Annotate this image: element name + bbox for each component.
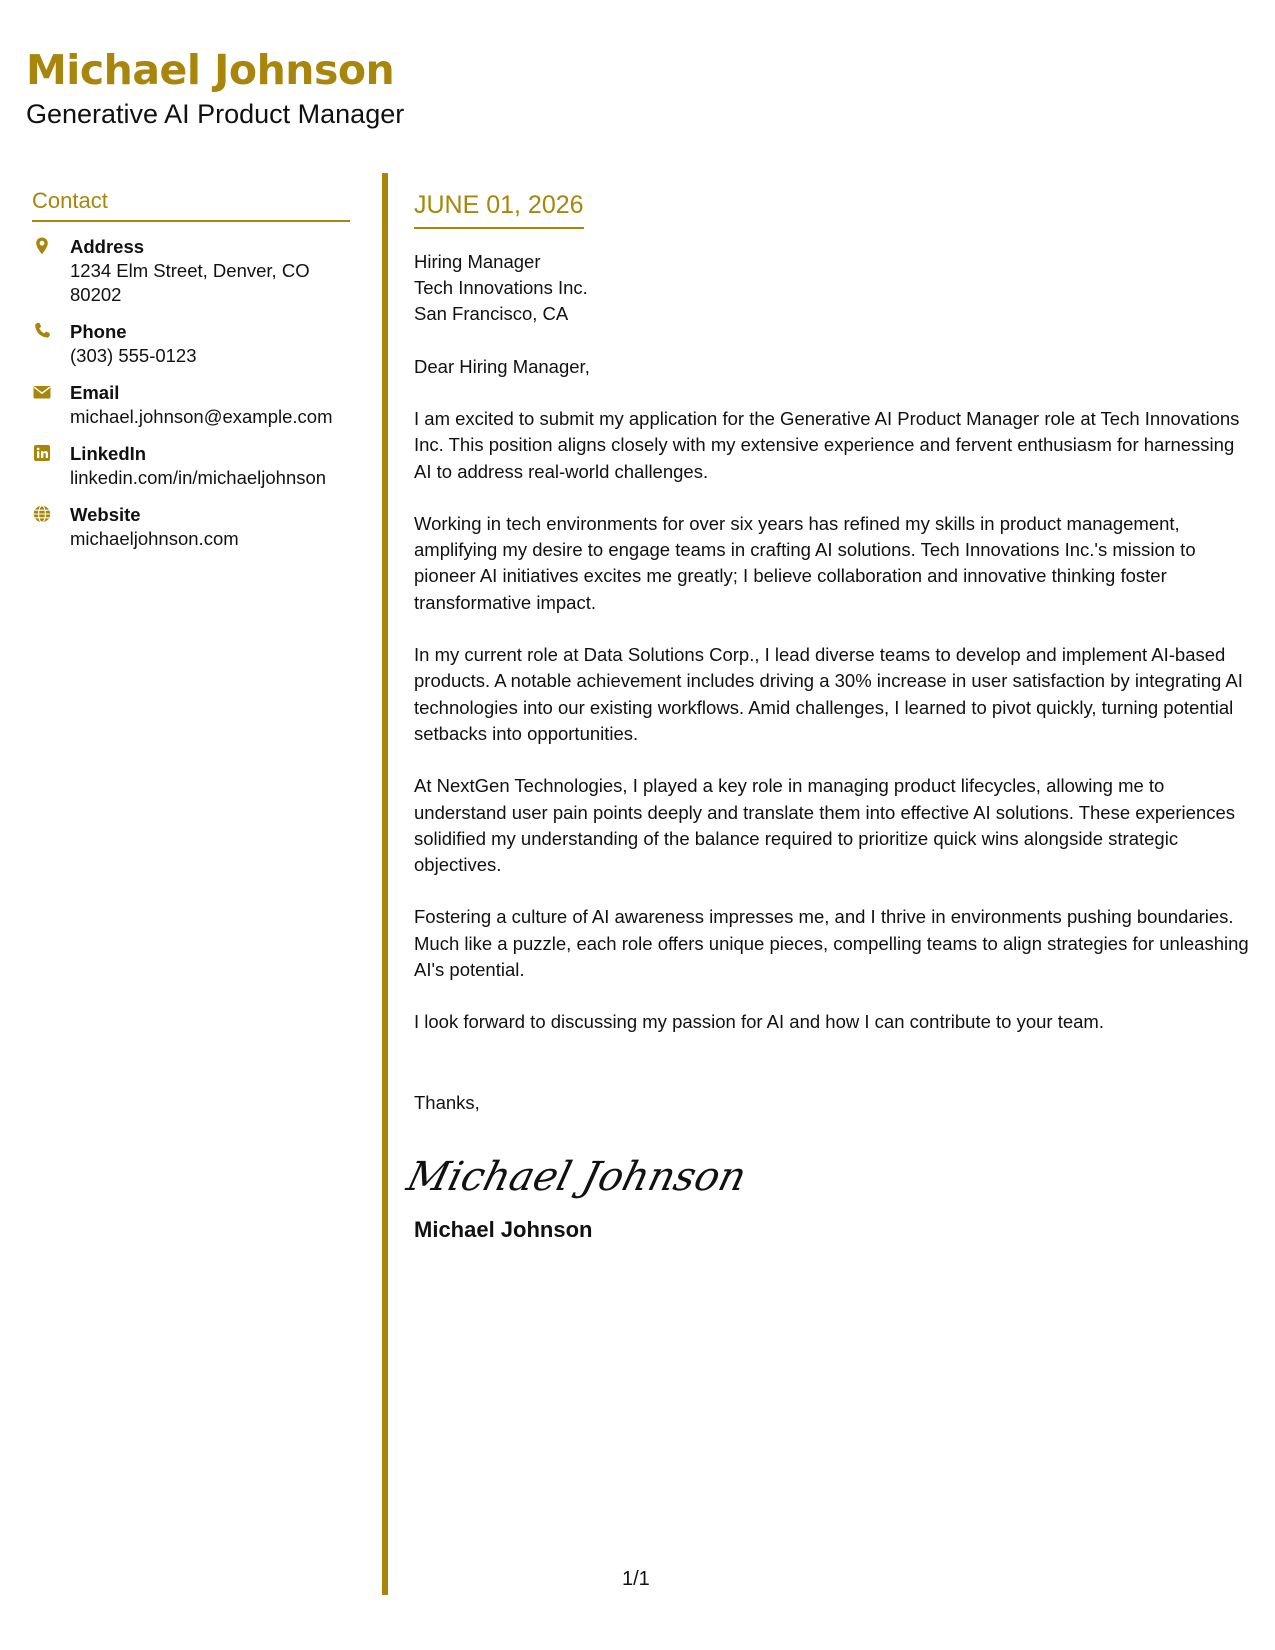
linkedin-value[interactable]: linkedin.com/in/michaeljohnson <box>70 467 327 489</box>
paragraph: Fostering a culture of AI awareness impresses me, and I thrive in environments pushing boundaries. Much like a puzzle, each role offers unique pieces, compelling teams to align strategies for unleashing AI's potential. <box>414 906 1249 981</box>
globe-icon <box>32 504 52 524</box>
recipient-block <box>414 249 1254 327</box>
contact-heading: Contact <box>32 188 350 222</box>
handwritten-signature <box>402 1138 752 1208</box>
vertical-divider <box>382 173 388 1595</box>
recipient-line: San Francisco, CA <box>414 303 569 324</box>
contact-item-phone <box>32 320 350 368</box>
letter-body <box>402 190 1254 1244</box>
closing: Thanks, <box>414 1091 480 1113</box>
paragraph: At NextGen Technologies, I played a key role in managing product lifecycles, allowing me to understand user pain points deeply and translate them into effective AI solutions. These experiences solidified my understanding of the balance required to prioritize quick wins alongside strategic objectives. <box>414 775 1236 876</box>
contact-label: Website <box>70 504 141 526</box>
envelope-icon <box>32 382 52 402</box>
contact-item-website <box>32 503 350 551</box>
signer-name: Michael Johnson <box>414 1216 593 1242</box>
email-value[interactable]: michael.johnson@example.com <box>70 406 333 428</box>
contact-label: Phone <box>70 321 127 343</box>
contact-item-email <box>32 381 350 429</box>
linkedin-icon <box>32 443 52 463</box>
paragraph: In my current role at Data Solutions Corp., I lead diverse teams to develop and implement AI-based products. A notable achievement includes driving a 30% increase in user satisfaction by integrating AI technologies into our existing workflows. Amid challenges, I learned to pivot quickly, turning potential setbacks into opportunities. <box>414 644 1243 744</box>
signature-text: Michael Johnson <box>402 1152 752 1200</box>
paragraph: Working in tech environments for over six years has refined my skills in product management, amplifying my desire to engage teams in crafting AI solutions. Tech Innovations Inc.'s mission to pioneer AI initiatives excites me greatly; I believe collaboration and innovative thinking foster transformative impact. <box>414 512 1196 613</box>
job-title: Generative AI Product Manager <box>26 99 405 129</box>
address-value: 1234 Elm Street, Denver, CO 80202 <box>70 260 310 306</box>
contact-label: LinkedIn <box>70 443 147 465</box>
recipient-line: Hiring Manager <box>414 251 541 272</box>
contact-item-linkedin <box>32 442 350 490</box>
map-pin-icon <box>32 236 52 256</box>
contact-item-address <box>32 235 350 307</box>
paragraph: I am excited to submit my application for the Generative AI Product Manager role at Tech Innovations Inc. This position aligns closely with my extensive experience and fervent enthusiasm for harnessing AI to address real-world challenges. <box>414 408 1240 482</box>
recipient-line: Tech Innovations Inc. <box>414 277 588 298</box>
phone-value: (303) 555-0123 <box>70 345 197 367</box>
contact-label: Address <box>70 236 145 258</box>
contact-sidebar <box>32 188 350 551</box>
website-value[interactable]: michaeljohnson.com <box>70 528 239 550</box>
page-number: 1/1 <box>622 1568 650 1590</box>
salutation: Dear Hiring Manager, <box>414 356 590 377</box>
letter-date: JUNE 01, 2026 <box>414 190 584 229</box>
contact-label: Email <box>70 382 120 404</box>
paragraph: I look forward to discussing my passion for AI and how I can contribute to your team. <box>414 1011 1104 1033</box>
candidate-name: Michael Johnson <box>26 46 395 94</box>
phone-icon <box>32 321 52 341</box>
